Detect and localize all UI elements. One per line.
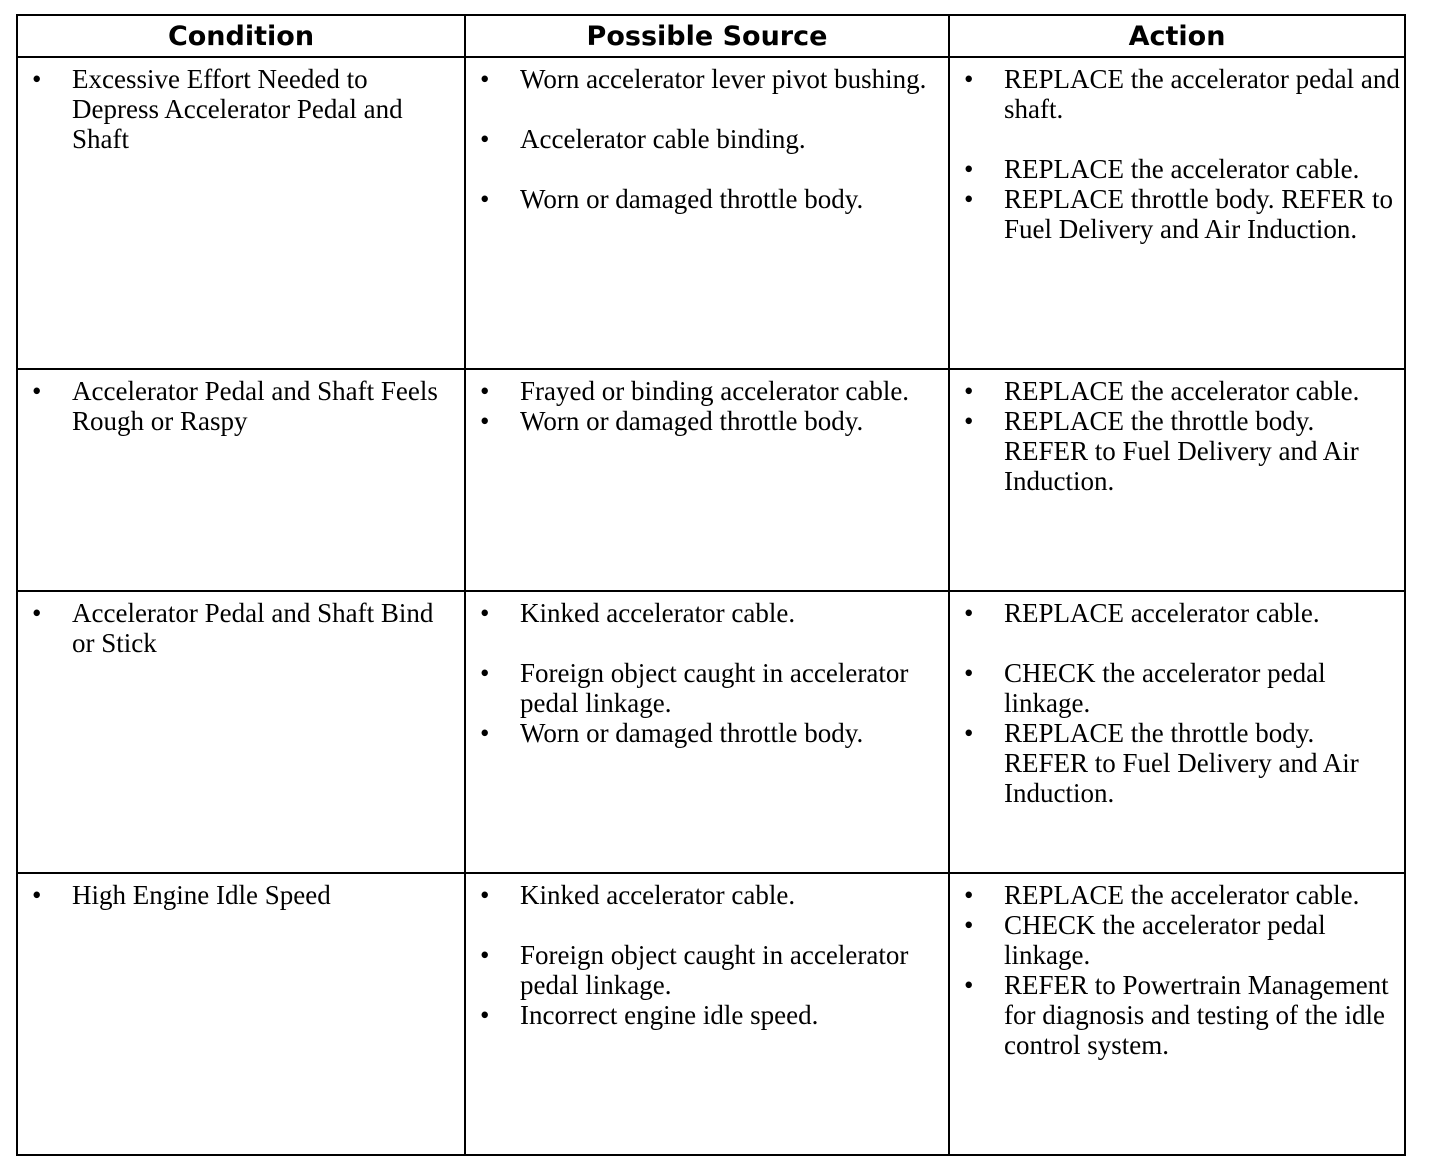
list-item [466, 184, 944, 214]
list-item [950, 910, 1400, 970]
action-text: REPLACE the throttle body. REFER to Fuel Delivery and Air Induction. [1004, 718, 1359, 808]
table-row [17, 873, 1405, 1155]
list-item [466, 1000, 944, 1030]
table-row [17, 591, 1405, 873]
list-item [950, 598, 1400, 628]
list-item [950, 154, 1400, 184]
source-text: Foreign object caught in accelerator pedal linkage. [520, 658, 909, 718]
action-text: REPLACE throttle body. REFER to Fuel Delivery and Air Induction. [1004, 184, 1394, 244]
list-item [950, 970, 1400, 1060]
source-cell [465, 57, 949, 369]
bullet-icon: • [32, 880, 42, 910]
bullet-icon: • [480, 124, 490, 154]
bullet-icon: • [480, 184, 490, 214]
bullet-icon: • [964, 376, 974, 406]
source-text: Worn or damaged throttle body. [520, 406, 864, 436]
source-text: Worn or damaged throttle body. [520, 718, 864, 748]
list-item [466, 658, 944, 718]
source-text: Worn or damaged throttle body. [520, 184, 864, 214]
source-text: Kinked accelerator cable. [520, 880, 796, 910]
condition-cell [17, 369, 465, 591]
action-text: REPLACE accelerator cable. [1004, 598, 1320, 628]
action-text: CHECK the accelerator pedal linkage. [1004, 910, 1326, 970]
bullet-icon: • [964, 718, 974, 748]
list-item [950, 376, 1400, 406]
action-text: REFER to Powertrain Management for diagnosis and testing of the idle control system. [1004, 970, 1389, 1060]
bullet-icon: • [964, 64, 974, 94]
bullet-icon: • [964, 658, 974, 688]
list-item [18, 598, 460, 658]
bullet-icon: • [480, 64, 490, 94]
action-cell [949, 57, 1405, 369]
bullet-icon: • [480, 880, 490, 910]
list-item [950, 64, 1400, 124]
bullet-icon: • [964, 598, 974, 628]
bullet-icon: • [964, 154, 974, 184]
bullet-icon: • [964, 880, 974, 910]
bullet-icon: • [480, 598, 490, 628]
list-item [950, 658, 1400, 718]
condition-cell [17, 873, 465, 1155]
bullet-icon: • [964, 910, 974, 940]
table-row [17, 57, 1405, 369]
list-item [466, 124, 944, 154]
action-text: REPLACE the accelerator cable. [1004, 880, 1360, 910]
list-item [466, 406, 944, 436]
bullet-icon: • [32, 598, 42, 628]
list-item [18, 880, 460, 910]
list-item [18, 376, 460, 436]
condition-text: Excessive Effort Needed to Depress Accelerator Pedal and Shaft [72, 64, 403, 154]
bullet-icon: • [32, 64, 42, 94]
table-row [17, 369, 1405, 591]
source-text: Accelerator cable binding. [520, 124, 806, 154]
action-cell [949, 591, 1405, 873]
source-text: Kinked accelerator cable. [520, 598, 796, 628]
list-item [466, 64, 944, 94]
bullet-icon: • [480, 1000, 490, 1030]
action-cell [949, 873, 1405, 1155]
action-text: CHECK the accelerator pedal linkage. [1004, 658, 1326, 718]
list-item [950, 880, 1400, 910]
source-cell [465, 369, 949, 591]
condition-cell [17, 57, 465, 369]
source-text: Incorrect engine idle speed. [520, 1000, 819, 1030]
bullet-icon: • [480, 406, 490, 436]
list-item [466, 940, 944, 1000]
header-possible-source: Possible Source [465, 15, 949, 57]
list-item [18, 64, 460, 154]
header-row [17, 15, 1405, 57]
header-condition: Condition [17, 15, 465, 57]
condition-text: Accelerator Pedal and Shaft Bind or Stick [72, 598, 434, 658]
bullet-icon: • [480, 940, 490, 970]
source-text: Frayed or binding accelerator cable. [520, 376, 910, 406]
action-text: REPLACE the accelerator cable. [1004, 376, 1360, 406]
bullet-icon: • [32, 376, 42, 406]
action-text: REPLACE the accelerator pedal and shaft. [1004, 64, 1400, 124]
action-text: REPLACE the throttle body. REFER to Fuel Delivery and Air Induction. [1004, 406, 1359, 496]
bullet-icon: • [480, 658, 490, 688]
bullet-icon: • [480, 718, 490, 748]
diagnosis-table [16, 14, 1406, 1156]
list-item [466, 880, 944, 910]
source-cell [465, 873, 949, 1155]
list-item [466, 376, 944, 406]
list-item [466, 598, 944, 628]
header-action: Action [949, 15, 1405, 57]
bullet-icon: • [964, 406, 974, 436]
list-item [950, 406, 1400, 496]
bullet-icon: • [480, 376, 490, 406]
list-item [950, 184, 1400, 244]
condition-text: High Engine Idle Speed [72, 880, 331, 910]
source-text: Worn accelerator lever pivot bushing. [520, 64, 927, 94]
bullet-icon: • [964, 184, 974, 214]
action-cell [949, 369, 1405, 591]
bullet-icon: • [964, 970, 974, 1000]
list-item [950, 718, 1400, 808]
source-text: Foreign object caught in accelerator pedal linkage. [520, 940, 909, 1000]
condition-text: Accelerator Pedal and Shaft Feels Rough or Raspy [72, 376, 438, 436]
action-text: REPLACE the accelerator cable. [1004, 154, 1360, 184]
list-item [466, 718, 944, 748]
condition-cell [17, 591, 465, 873]
source-cell [465, 591, 949, 873]
